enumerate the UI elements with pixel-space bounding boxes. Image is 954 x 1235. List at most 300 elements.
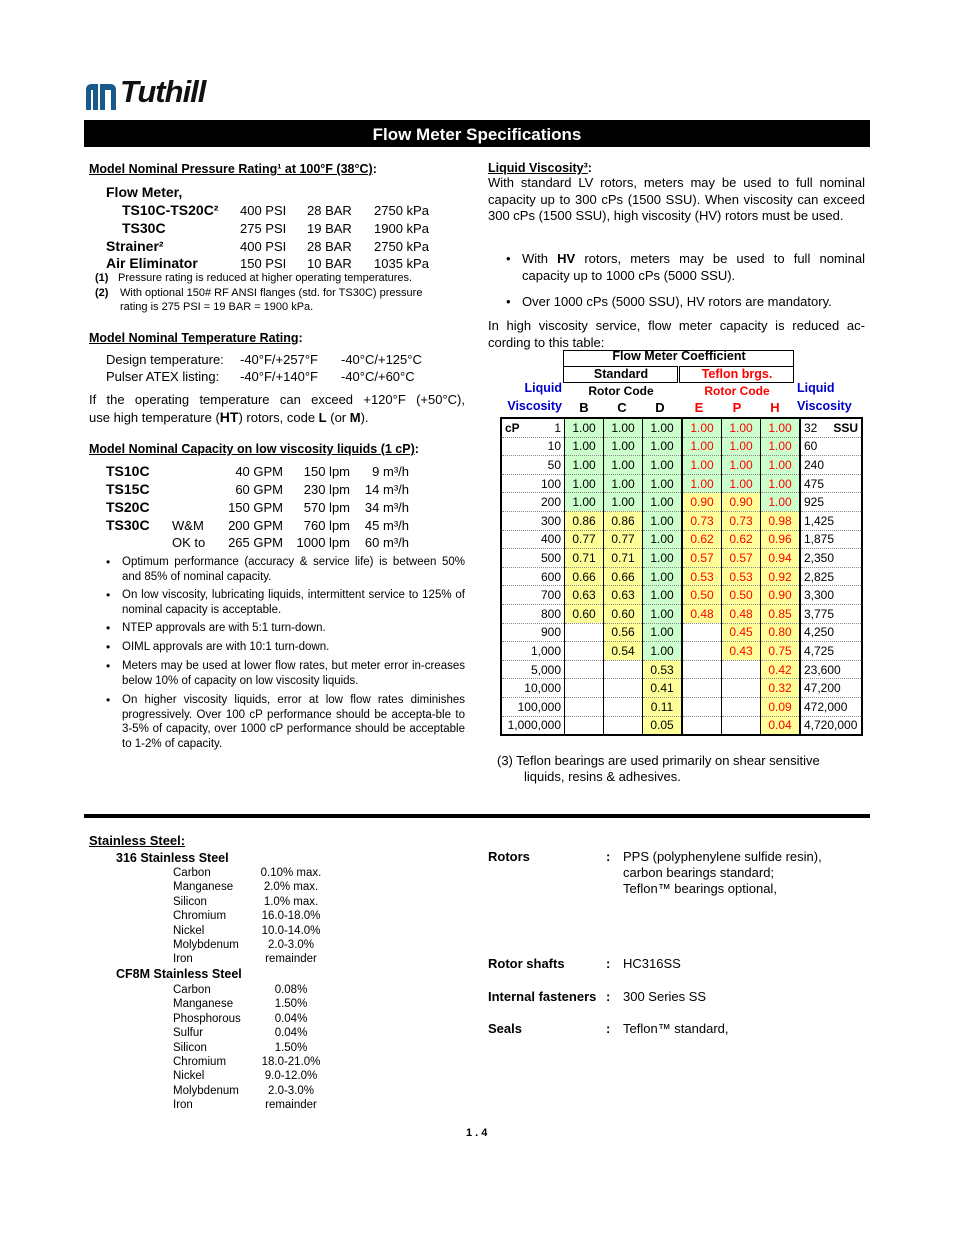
coefficient-cell-c: 0.77 xyxy=(604,530,643,549)
coefficient-cell-d: 0.41 xyxy=(643,679,683,698)
coefficient-cell-p: 0.50 xyxy=(722,586,761,605)
cp-value: 900 xyxy=(540,625,561,640)
col-header-p: P xyxy=(732,400,742,415)
element-percent: 0.08% xyxy=(274,984,308,996)
note-text: Pressure rating is reduced at higher operating temperatures. xyxy=(118,272,413,284)
coefficient-cell-h: 0.75 xyxy=(761,642,801,661)
coefficient-cell-p: 0.53 xyxy=(722,567,761,586)
coefficient-cell-c: 1.00 xyxy=(604,493,643,512)
ssu-cell xyxy=(800,549,862,568)
coefficient-cell-h: 0.09 xyxy=(761,697,801,716)
capacity-qualifier: W&M xyxy=(172,518,204,533)
coefficient-cell-d: 1.00 xyxy=(643,586,683,605)
ssu-cell xyxy=(800,604,862,623)
element-name: Nickel xyxy=(173,1070,205,1083)
ssu-value: 2,825 xyxy=(804,569,835,584)
coefficient-cell-h: 0.90 xyxy=(761,586,801,605)
page-title-banner: Flow Meter Specifications xyxy=(84,120,870,147)
ssu-value: 4,725 xyxy=(804,643,835,658)
coefficient-cell-d: 1.00 xyxy=(643,511,683,530)
coefficient-cell-p xyxy=(722,660,761,679)
table-row xyxy=(501,697,862,716)
coefficient-cell-e: 0.48 xyxy=(682,604,722,623)
seals-label: Seals xyxy=(488,1021,522,1036)
coefficient-cell-d: 0.53 xyxy=(643,660,683,679)
table-row xyxy=(501,456,862,475)
capacity-heading-text: Model Nominal Capacity on low viscosity liquids (1 cP) xyxy=(89,442,415,456)
coefficient-cell-e: 1.00 xyxy=(682,437,722,456)
cp-value: 100,000 xyxy=(517,699,561,714)
rotor-shafts-label: Rotor shafts xyxy=(488,956,565,971)
element-percent: 18.0-21.0% xyxy=(261,1056,321,1068)
table-row xyxy=(501,586,862,605)
coefficient-cell-b: 0.63 xyxy=(565,586,604,605)
coefficient-cell-c: 0.86 xyxy=(604,511,643,530)
cp-cell xyxy=(501,493,565,512)
table-row xyxy=(501,549,862,568)
capacity-gpm: 150 GPM xyxy=(228,500,283,515)
coefficient-cell-c: 0.60 xyxy=(604,604,643,623)
section-divider xyxy=(84,814,870,818)
coefficient-cell-c xyxy=(604,660,643,679)
pressure-heading-colon: : xyxy=(372,162,377,176)
coefficient-cell-b xyxy=(565,623,604,642)
materials-heading: Stainless Steel: xyxy=(89,833,186,848)
coefficient-cell-h: 0.04 xyxy=(761,716,801,735)
col-header-d: D xyxy=(655,400,665,415)
element-name: Molybdenum xyxy=(173,939,239,951)
coefficient-cell-h: 0.85 xyxy=(761,604,801,623)
temperature-paragraph xyxy=(89,392,465,426)
coefficient-cell-e: 0.90 xyxy=(682,493,722,512)
cp-value: 1,000,000 xyxy=(507,718,561,733)
note-text-continued: rating is 275 PSI = 19 BAR = 1900 kPa. xyxy=(120,301,314,313)
table-row xyxy=(501,418,862,437)
coefficient-cell-p xyxy=(722,716,761,735)
capacity-m3h: 34 m³/h xyxy=(364,500,409,515)
ssu-value: 47,200 xyxy=(804,681,841,696)
capacity-m3h: 60 m³/h xyxy=(364,535,409,550)
coefficient-cell-e xyxy=(682,642,722,661)
ssu-value: 3,300 xyxy=(804,588,835,603)
coefficient-cell-b: 0.86 xyxy=(565,511,604,530)
coefficient-cell-b: 0.60 xyxy=(565,604,604,623)
standard-label: Standard xyxy=(593,367,649,381)
coefficient-cell-e: 1.00 xyxy=(682,456,722,475)
coefficient-cell-p xyxy=(722,697,761,716)
brand-name: Tuthill xyxy=(120,74,206,109)
ssu-cell xyxy=(800,716,862,735)
coefficient-cell-b: 1.00 xyxy=(565,418,604,437)
pressure-bar: 10 BAR xyxy=(307,256,352,271)
rotors-value: PPS (polyphenylene sulfide resin), xyxy=(623,849,822,864)
bullet-text: Over 1000 cPs (5000 SSU), HV rotors are mandatory. xyxy=(522,294,832,309)
bullet-hv: HV xyxy=(557,251,576,266)
cp-value: 700 xyxy=(540,588,561,603)
capacity-model: TS20C xyxy=(106,499,150,515)
element-name: Nickel xyxy=(173,924,205,937)
viscosity-heading-text: Liquid Viscosity³ xyxy=(488,161,588,175)
element-percent: 0.10% max. xyxy=(260,867,322,879)
coefficient-cell-h: 0.94 xyxy=(761,549,801,568)
temp-para-text: ). xyxy=(360,409,369,425)
fasteners-label: Internal fasteners xyxy=(488,989,597,1004)
coefficient-cell-p: 0.57 xyxy=(722,549,761,568)
coefficient-cell-p xyxy=(722,679,761,698)
rotors-label: Rotors xyxy=(488,849,530,864)
pressure-model-name: TS30C xyxy=(122,220,166,236)
coefficient-cell-e: 1.00 xyxy=(682,474,722,493)
capacity-m3h: 14 m³/h xyxy=(364,482,409,497)
coefficient-cell-d: 1.00 xyxy=(643,604,683,623)
coefficient-cell-p: 0.48 xyxy=(722,604,761,623)
teflon-label: Teflon brgs. xyxy=(701,367,773,381)
coefficient-cell-h: 1.00 xyxy=(761,456,801,475)
capacity-qualifier: OK to xyxy=(172,535,206,550)
bullet-icon: • xyxy=(506,294,511,309)
element-percent: 16.0-18.0% xyxy=(261,910,321,923)
cp-cell xyxy=(501,642,565,661)
coefficient-cell-c: 1.00 xyxy=(604,418,643,437)
coefficient-cell-d: 1.00 xyxy=(643,567,683,586)
cf8m-title: CF8M Stainless Steel xyxy=(116,967,242,981)
temp-para-code-m: M xyxy=(349,409,361,425)
cp-value: 400 xyxy=(540,532,561,547)
pressure-model-name: Strainer² xyxy=(106,238,164,254)
cp-cell xyxy=(501,549,565,568)
coefficient-cell-p: 1.00 xyxy=(722,456,761,475)
list-item: • Optimum performance (accuracy & service life) is between 50% and 85% of nominal capacity. xyxy=(122,555,465,584)
cp-cell xyxy=(501,418,565,437)
element-name: Iron xyxy=(173,1099,193,1112)
ssu-value: 3,775 xyxy=(804,606,835,621)
colon: : xyxy=(606,849,611,864)
ssu-value: 2,350 xyxy=(804,550,835,565)
col-header-c: C xyxy=(617,400,627,415)
capacity-lpm: 570 lpm xyxy=(303,500,350,515)
note-number: (2) xyxy=(95,287,109,299)
coefficient-cell-b: 1.00 xyxy=(565,437,604,456)
list-item: • On higher viscosity liquids, error at low flow rates diminishes progressively. Over 100 cP performance should be accepta-ble to 3-5% of capacity, over 1000 cP performance should be acceptable to 1-2% of capacity. xyxy=(122,693,465,751)
coefficient-cell-e: 0.50 xyxy=(682,586,722,605)
cp-cell xyxy=(501,437,565,456)
tuthill-logo xyxy=(84,76,224,116)
ssu-unit-label: SSU xyxy=(833,420,858,435)
coefficient-cell-d: 1.00 xyxy=(643,418,683,437)
coefficient-cell-h: 1.00 xyxy=(761,493,801,512)
coefficient-cell-e xyxy=(682,660,722,679)
flow-meter-label: Flow Meter, xyxy=(106,184,183,200)
capacity-m3h: 9 m³/h xyxy=(372,464,409,479)
liquid-label-left: Liquid xyxy=(524,381,562,395)
pressure-heading-text: Model Nominal Pressure Rating¹ at 100°F (38°C) xyxy=(89,162,373,176)
capacity-heading-colon: : xyxy=(414,442,419,456)
temp-para-text: If the operating temperature can exceed +120°F (+50°C), xyxy=(89,392,465,407)
temperature-heading xyxy=(89,329,303,347)
capacity-model: TS10C xyxy=(106,463,150,479)
capacity-gpm: 265 GPM xyxy=(228,535,283,550)
cp-cell xyxy=(501,530,565,549)
colon: : xyxy=(606,1021,611,1036)
table-title: Flow Meter Coefficient xyxy=(612,349,746,363)
coefficient-cell-c xyxy=(604,716,643,735)
element-name: Chromium xyxy=(173,910,227,923)
ssu-value: 1,875 xyxy=(804,532,835,547)
seals-value: Teflon™ standard, xyxy=(623,1021,729,1036)
temp-para-text: ) rotors, code xyxy=(238,409,319,425)
coefficient-cell-p: 0.73 xyxy=(722,511,761,530)
cp-cell xyxy=(501,586,565,605)
coefficient-cell-h: 0.96 xyxy=(761,530,801,549)
rotor-shafts-value: HC316SS xyxy=(623,956,681,971)
coefficient-cell-b xyxy=(565,697,604,716)
pressure-psi: 400 PSI xyxy=(240,203,287,218)
rotor-code-standard: Rotor Code xyxy=(588,384,654,398)
cp-cell xyxy=(501,660,565,679)
coefficient-cell-e: 0.73 xyxy=(682,511,722,530)
cp-value: 300 xyxy=(540,513,561,528)
table-row xyxy=(501,474,862,493)
table-row xyxy=(501,493,862,512)
element-percent: 2.0% max. xyxy=(263,881,319,894)
temp-fahrenheit: -40°F/+140°F xyxy=(240,369,318,384)
table-row xyxy=(501,530,862,549)
coefficient-cell-d: 0.11 xyxy=(643,697,683,716)
capacity-model: TS15C xyxy=(106,481,150,497)
ssu-cell xyxy=(800,586,862,605)
ssu-cell xyxy=(800,418,862,437)
viscosity-paragraph: With standard LV rotors, meters may be used to full nominal capacity up to 300 cPs (1500 SSU). When viscosity can exceed 300 cPs (1500 SSU), high viscosity (HV) rotors must be used. xyxy=(488,175,865,223)
pressure-kpa: 2750 kPa xyxy=(374,203,429,218)
ssu-value: 1,425 xyxy=(804,513,835,528)
ssu-cell xyxy=(800,456,862,475)
coefficient-cell-c: 0.71 xyxy=(604,549,643,568)
cp-value: 200 xyxy=(540,495,561,510)
element-name: Carbon xyxy=(173,984,211,996)
coefficient-cell-p: 1.00 xyxy=(722,437,761,456)
rotors-value: Teflon™ bearings optional, xyxy=(623,881,777,896)
list-item: • Meters may be used at lower flow rates, but meter error in-creases below 10% of capacity on low viscosity liquids. xyxy=(122,659,465,688)
coefficient-cell-b: 0.71 xyxy=(565,549,604,568)
bullet-text: With xyxy=(522,251,558,266)
ssu-cell xyxy=(800,511,862,530)
ssu-value: 240 xyxy=(804,457,825,472)
coefficient-cell-d: 1.00 xyxy=(643,474,683,493)
temp-para-text: use high temperature ( xyxy=(89,409,220,425)
coefficient-cell-d: 1.00 xyxy=(643,642,683,661)
ssu-cell xyxy=(800,567,862,586)
table-row xyxy=(501,623,862,642)
colon: : xyxy=(606,956,611,971)
ssu-cell xyxy=(800,623,862,642)
pressure-kpa: 1035 kPa xyxy=(374,256,429,271)
coefficient-cell-e: 0.53 xyxy=(682,567,722,586)
coefficient-cell-d: 1.00 xyxy=(643,530,683,549)
temperature-heading-text: Model Nominal Temperature Rating xyxy=(89,331,299,345)
coefficient-cell-b: 1.00 xyxy=(565,493,604,512)
pressure-kpa: 1900 kPa xyxy=(374,221,429,236)
table-row xyxy=(501,679,862,698)
element-percent: remainder xyxy=(265,1099,317,1112)
coefficient-cell-b xyxy=(565,642,604,661)
viscosity-heading-colon: : xyxy=(587,161,592,175)
table-row xyxy=(501,567,862,586)
cp-cell xyxy=(501,679,565,698)
note-number: (1) xyxy=(95,272,109,284)
cp-value: 600 xyxy=(540,569,561,584)
list-item: • NTEP approvals are with 5:1 turn-down. xyxy=(122,621,465,636)
ssu-value: 925 xyxy=(804,495,825,510)
viscosity-bullet xyxy=(506,294,865,311)
temp-label: Design temperature: xyxy=(106,352,224,367)
element-percent: 1.50% xyxy=(274,998,308,1011)
coefficient-cell-p: 0.90 xyxy=(722,493,761,512)
element-percent: 0.04% xyxy=(274,1012,308,1025)
coefficient-cell-h: 0.92 xyxy=(761,567,801,586)
cp-cell xyxy=(501,511,565,530)
cp-cell xyxy=(501,474,565,493)
coefficient-cell-b xyxy=(565,660,604,679)
coefficient-cell-h: 0.32 xyxy=(761,679,801,698)
element-name: Silicon xyxy=(173,1041,207,1054)
rotors-value: carbon bearings standard; xyxy=(623,865,775,880)
pressure-bar: 19 BAR xyxy=(307,221,352,236)
temp-celsius: -40°C/+125°C xyxy=(341,352,422,367)
table-row xyxy=(501,437,862,456)
ssu-cell xyxy=(800,493,862,512)
ssu-cell xyxy=(800,679,862,698)
capacity-lpm: 150 lpm xyxy=(303,464,350,479)
ssu-value: 32 xyxy=(804,420,818,435)
table-row xyxy=(501,511,862,530)
coefficient-cell-c: 1.00 xyxy=(604,456,643,475)
cp-value: 500 xyxy=(540,550,561,565)
element-percent: 0.04% xyxy=(274,1027,308,1040)
element-name: Silicon xyxy=(173,895,207,908)
coefficient-cell-d: 1.00 xyxy=(643,456,683,475)
coefficient-cell-p: 1.00 xyxy=(722,474,761,493)
ssu-cell xyxy=(800,660,862,679)
ssu-value: 60 xyxy=(804,439,818,454)
capacity-model: TS30C xyxy=(106,517,150,533)
fasteners-value: 300 Series SS xyxy=(623,989,707,1004)
temp-para-ht: HT xyxy=(219,408,239,425)
coefficient-cell-c: 1.00 xyxy=(604,437,643,456)
coefficient-cell-e: 0.62 xyxy=(682,530,722,549)
coefficient-cell-e xyxy=(682,716,722,735)
footnote-3-continued: liquids, resins & adhesives. xyxy=(524,769,681,784)
coefficient-cell-c xyxy=(604,679,643,698)
coefficient-cell-c xyxy=(604,697,643,716)
ssu-cell xyxy=(800,697,862,716)
coefficient-cell-p: 0.43 xyxy=(722,642,761,661)
capacity-gpm: 60 GPM xyxy=(235,482,283,497)
temp-celsius: -40°C/+60°C xyxy=(341,369,415,384)
cp-value: 10 xyxy=(547,439,561,454)
temp-para-text: (or xyxy=(326,409,350,425)
coefficient-cell-b xyxy=(565,716,604,735)
ssu-cell xyxy=(800,642,862,661)
capacity-heading xyxy=(89,440,419,458)
pressure-kpa: 2750 kPa xyxy=(374,239,429,254)
coefficient-table xyxy=(500,417,863,736)
coefficient-cell-h: 0.80 xyxy=(761,623,801,642)
cp-cell xyxy=(501,716,565,735)
capacity-lpm: 1000 lpm xyxy=(296,535,350,550)
ssu-cell xyxy=(800,530,862,549)
coefficient-cell-e xyxy=(682,697,722,716)
temp-label: Pulser ATEX listing: xyxy=(106,369,220,384)
coefficient-cell-b: 0.77 xyxy=(565,530,604,549)
cp-cell xyxy=(501,604,565,623)
element-percent: 2.0-3.0% xyxy=(267,939,315,951)
pressure-model-name: Air Eliminator xyxy=(106,255,198,271)
element-percent: 2.0-3.0% xyxy=(267,1084,315,1097)
coefficient-cell-c: 1.00 xyxy=(604,474,643,493)
capacity-lpm: 760 lpm xyxy=(303,518,350,533)
capacity-gpm: 40 GPM xyxy=(235,464,283,479)
coefficient-cell-p: 0.62 xyxy=(722,530,761,549)
cp-value: 100 xyxy=(540,476,561,491)
element-percent: 9.0-12.0% xyxy=(264,1070,318,1083)
coefficient-cell-d: 1.00 xyxy=(643,437,683,456)
pressure-psi: 400 PSI xyxy=(240,239,287,254)
coefficient-cell-e: 0.57 xyxy=(682,549,722,568)
element-name: Iron xyxy=(173,953,193,966)
pressure-model-name: TS10C-TS20C² xyxy=(122,202,219,218)
colon: : xyxy=(606,989,611,1004)
table-row xyxy=(501,604,862,623)
rotor-code-teflon: Rotor Code xyxy=(704,384,770,398)
cp-value: 1,000 xyxy=(530,643,561,658)
bullet-icon: • xyxy=(506,251,511,266)
element-percent: 1.50% xyxy=(274,1041,308,1054)
coefficient-cell-c: 0.66 xyxy=(604,567,643,586)
page-number: 1 . 4 xyxy=(466,1127,488,1139)
liquid-label-right: Liquid xyxy=(797,381,835,395)
coefficient-cell-e: 1.00 xyxy=(682,418,722,437)
ssu-value: 4,720,000 xyxy=(804,718,858,733)
table-row xyxy=(501,642,862,661)
cp-unit-label: cP xyxy=(505,420,520,435)
coefficient-cell-c: 0.56 xyxy=(604,623,643,642)
ss316-title: 316 Stainless Steel xyxy=(116,851,229,865)
pressure-heading xyxy=(89,160,377,178)
cp-cell xyxy=(501,567,565,586)
coefficient-cell-c: 0.63 xyxy=(604,586,643,605)
coefficient-cell-e xyxy=(682,679,722,698)
col-header-b: B xyxy=(579,400,589,415)
pressure-bar: 28 BAR xyxy=(307,203,352,218)
cp-cell xyxy=(501,623,565,642)
coefficient-cell-h: 0.42 xyxy=(761,660,801,679)
element-name: Carbon xyxy=(173,867,211,879)
capacity-gpm: 200 GPM xyxy=(228,518,283,533)
list-item: • On low viscosity, lubricating liquids, intermittent service to 125% of nominal capacity is acceptable. xyxy=(122,588,465,617)
viscosity-label-right: Viscosity xyxy=(797,399,852,413)
temperature-heading-colon: : xyxy=(298,331,303,345)
coefficient-cell-h: 1.00 xyxy=(761,474,801,493)
ssu-value: 475 xyxy=(804,476,825,491)
temp-fahrenheit: -40°F/+257°F xyxy=(240,352,318,367)
element-name: Molybdenum xyxy=(173,1084,239,1097)
list-item: • OIML approvals are with 10:1 turn-down. xyxy=(122,640,465,655)
coefficient-cell-d: 1.00 xyxy=(643,623,683,642)
element-percent: remainder xyxy=(265,953,317,966)
ssu-value: 23,600 xyxy=(804,662,841,677)
ssu-cell xyxy=(800,437,862,456)
coefficient-cell-b: 0.66 xyxy=(565,567,604,586)
